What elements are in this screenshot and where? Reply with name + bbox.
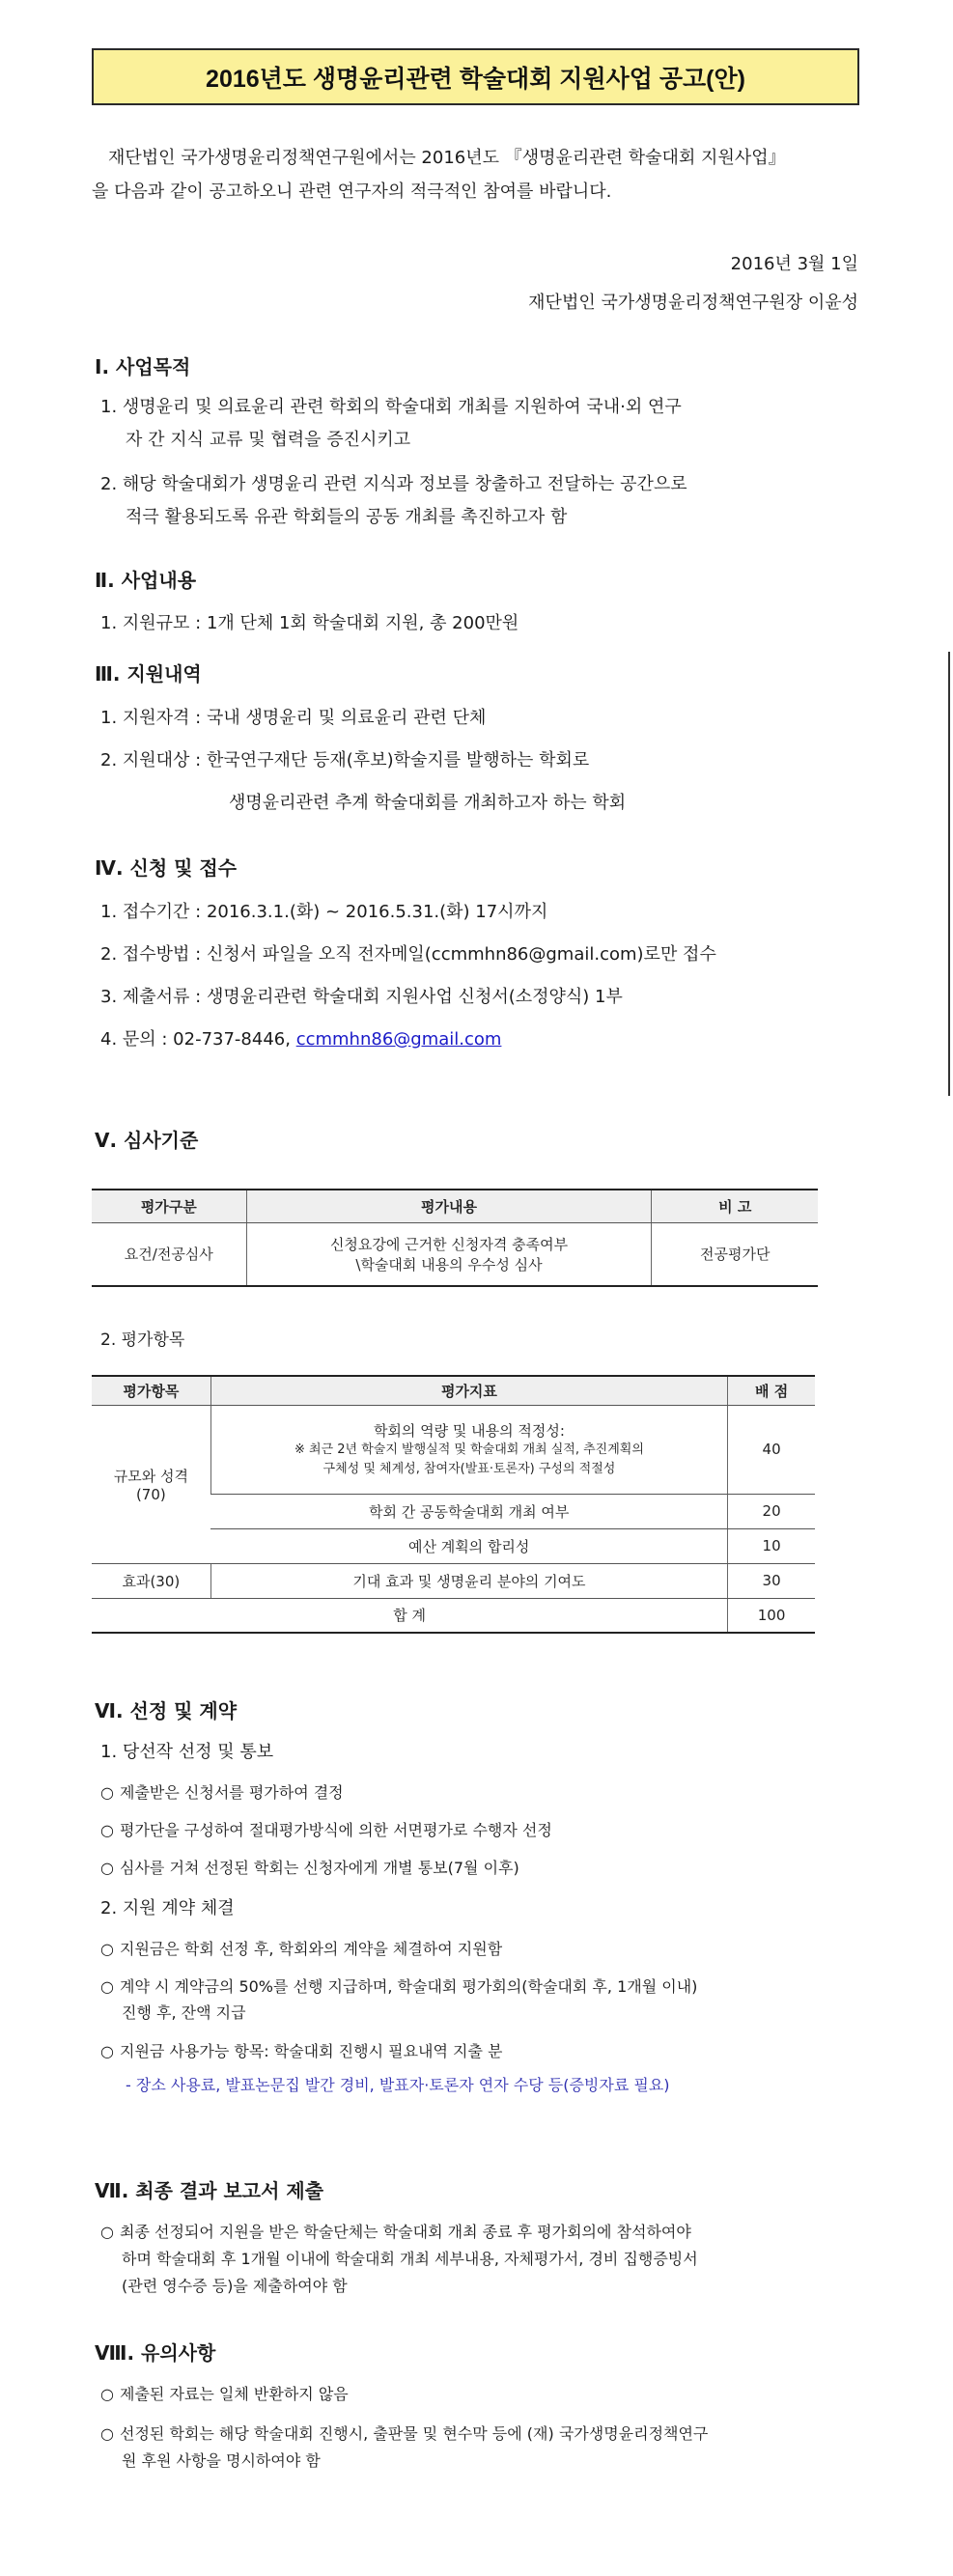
section-2-item-1: 1. 지원규모 : 1개 단체 1회 학술대회 지원, 총 200만원 [100, 613, 519, 633]
bullet-symbol: ○ [100, 1783, 114, 1802]
table-cell: 전공평가단 [652, 1222, 818, 1286]
section-6-bullet-3 [100, 1857, 519, 1880]
table-cell-line: 구체성 및 체계성, 참여자(발표·토론자) 구성의 적절성 [322, 1461, 616, 1476]
section-2-heading: Ⅱ. 사업내용 [95, 569, 197, 592]
section-7-bullet-1b: 하며 학술대회 후 1개월 이내에 학술대회 개최 세부내용, 자체평가서, 경비 집행증빙서 [122, 2250, 698, 2268]
table-cell: 40 [728, 1405, 815, 1494]
section-6-sub-1: 1. 당선작 선정 및 통보 [100, 1742, 274, 1762]
bullet-symbol: ○ [100, 2385, 114, 2403]
table-header-cell: 평가항목 [92, 1376, 210, 1405]
section-8-bullet-1 [100, 2383, 349, 2406]
section-8-bullet-2a [100, 2422, 708, 2446]
table-cell: 학회 간 공동학술대회 개최 여부 [210, 1494, 727, 1528]
table-header-cell: 배 점 [728, 1376, 815, 1405]
table-cell: 예산 계획의 합리성 [210, 1528, 727, 1563]
table-cell [210, 1405, 727, 1494]
section-6-bullet-5a [100, 1975, 697, 1999]
review-criteria-table [92, 1189, 818, 1287]
section-8-bullet-2b: 원 후원 사항을 명시하여야 함 [122, 2451, 321, 2470]
section-7-bullet-1c: (관련 영수증 등)을 제출하여야 함 [122, 2277, 348, 2295]
table-cell-line: 규모와 성격 [113, 1467, 188, 1485]
table-header-row [92, 1376, 815, 1405]
announcement-date: 2016년 3월 1일 [730, 254, 858, 274]
table-row [92, 1563, 815, 1598]
table-cell: 10 [728, 1528, 815, 1563]
section-6-sub-2: 2. 지원 계약 체결 [100, 1898, 235, 1918]
table-cell-line: \학술대회 내용의 우수성 심사 [355, 1255, 543, 1274]
section-1-item-1a: 1. 생명윤리 및 의료윤리 관련 학회의 학술대회 개최를 지원하여 국내·외 연구 [100, 397, 682, 417]
section-6-bullet-4 [100, 1938, 502, 1961]
section-6-bullet-6-detail: - 장소 사용료, 발표논문집 발간 경비, 발표자·토론자 연자 수당 등(증빙자료 필요) [126, 2076, 670, 2094]
bullet-symbol: ○ [100, 1977, 114, 1996]
bullet-text: 심사를 거쳐 선정된 학회는 신청자에게 개별 통보(7월 이후) [120, 1859, 519, 1877]
bullet-symbol: ○ [100, 1940, 114, 1958]
section-4-item-3: 3. 제출서류 : 생명윤리관련 학술대회 지원사업 신청서(소정양식) 1부 [100, 987, 623, 1007]
bullet-text: 선정된 학회는 해당 학술대회 진행시, 출판물 및 현수막 등에 (재) 국가생명윤리정책연구 [120, 2424, 709, 2443]
section-4-item-1: 1. 접수기간 : 2016.3.1.(화) ~ 2016.5.31.(화) 17시까지 [100, 902, 548, 922]
contact-phone: 4. 문의 : 02-737-8446, [100, 1029, 296, 1050]
bullet-text: 지원금 사용가능 항목: 학술대회 진행시 필요내역 지출 분 [120, 2042, 503, 2060]
section-4-item-2: 2. 접수방법 : 신청서 파일을 오직 전자메일(ccmmhn86@gmail.com)로만 접수 [100, 944, 716, 965]
bullet-text: 최종 선정되어 지원을 받은 학술단체는 학술대회 개최 종료 후 평가회의에 참석하여야 [120, 2223, 691, 2241]
table-header-cell: 비 고 [652, 1190, 818, 1222]
bullet-symbol: ○ [100, 2223, 114, 2241]
section-1-heading: Ⅰ. 사업목적 [95, 355, 191, 378]
bullet-symbol: ○ [100, 1859, 114, 1877]
table-header-cell: 평가지표 [210, 1376, 727, 1405]
evaluation-items-subheading: 2. 평가항목 [100, 1330, 185, 1350]
table-header-cell: 평가내용 [246, 1190, 652, 1222]
table-row [92, 1405, 815, 1494]
table-cell-line: ※ 최근 2년 학술지 발행실적 및 학술대회 개최 실적, 추진계획의 [294, 1442, 644, 1457]
section-6-bullet-2 [100, 1819, 552, 1842]
table-cell [246, 1222, 652, 1286]
section-3-item-2a: 2. 지원대상 : 한국연구재단 등재(후보)학술지를 발행하는 학회로 [100, 750, 590, 770]
section-6-bullet-1 [100, 1781, 344, 1805]
section-8-heading: Ⅷ. 유의사항 [95, 2341, 216, 2365]
table-total-row [92, 1598, 815, 1633]
evaluation-items-table [92, 1375, 815, 1634]
section-6-bullet-6 [100, 2040, 502, 2063]
bullet-text: 계약 시 계약금의 50%를 선행 지급하며, 학술대회 평가회의(학술대회 후, 1개월 이내) [120, 1977, 698, 1996]
section-3-item-2b: 생명윤리관련 추계 학술대회를 개최하고자 하는 학회 [229, 793, 627, 813]
table-cell-line: 학회의 역량 및 내용의 적정성: [373, 1421, 565, 1440]
section-4-heading: Ⅳ. 신청 및 접수 [95, 856, 238, 880]
table-cell: 요건/전공심사 [92, 1222, 246, 1286]
document-title: 2016년도 생명윤리관련 학술대회 지원사업 공고(안) [92, 48, 859, 105]
intro-line-1: 재단법인 국가생명윤리정책연구원에서는 2016년도 『생명윤리관련 학술대회 지원사업』 [108, 148, 786, 168]
table-cell-line: (70) [135, 1485, 166, 1503]
table-cell: 30 [728, 1563, 815, 1598]
table-cell [92, 1405, 210, 1563]
table-cell: 효과(30) [92, 1563, 210, 1598]
section-3-item-1: 1. 지원자격 : 국내 생명윤리 및 의료윤리 관련 단체 [100, 708, 487, 728]
bullet-symbol: ○ [100, 2042, 114, 2060]
section-1-item-2a: 2. 해당 학술대회가 생명윤리 관련 지식과 정보를 창출하고 전달하는 공간으로 [100, 474, 687, 494]
section-3-heading: Ⅲ. 지원내역 [95, 662, 202, 686]
table-cell: 100 [728, 1598, 815, 1633]
contact-email-link[interactable]: ccmmhn86@gmail.com [295, 1029, 502, 1050]
bullet-symbol: ○ [100, 2424, 114, 2443]
section-5-heading: Ⅴ. 심사기준 [95, 1129, 199, 1152]
issuer: 재단법인 국가생명윤리정책연구원장 이윤성 [528, 293, 858, 313]
section-1-item-2b: 적극 활용되도록 유관 학회들의 공동 개최를 촉진하고자 함 [126, 507, 568, 527]
bullet-text: 제출된 자료는 일체 반환하지 않음 [120, 2385, 349, 2403]
bullet-text: 평가단을 구성하여 절대평가방식에 의한 서면평가로 수행자 선정 [120, 1821, 552, 1839]
section-6-heading: Ⅵ. 선정 및 계약 [95, 1699, 238, 1722]
section-4-item-4 [100, 1026, 501, 1053]
bullet-symbol: ○ [100, 1821, 114, 1839]
bullet-text: 지원금은 학회 선정 후, 학회와의 계약을 체결하여 지원함 [120, 1940, 503, 1958]
table-cell: 기대 효과 및 생명윤리 분야의 기여도 [210, 1563, 727, 1598]
page-edge-line [948, 652, 950, 1096]
section-7-bullet-1a [100, 2221, 691, 2244]
table-cell-line: 신청요강에 근거한 신청자격 충족여부 [329, 1235, 569, 1253]
table-header-row [92, 1190, 818, 1222]
table-header-cell: 평가구분 [92, 1190, 246, 1222]
intro-line-2: 을 다음과 같이 공고하오니 관련 연구자의 적극적인 참여를 바랍니다. [92, 182, 612, 202]
section-7-heading: Ⅶ. 최종 결과 보고서 제출 [95, 2179, 324, 2202]
bullet-text: 제출받은 신청서를 평가하여 결정 [120, 1783, 344, 1802]
section-1-item-1b: 자 간 지식 교류 및 협력을 증진시키고 [126, 430, 411, 450]
section-6-bullet-5b: 진행 후, 잔액 지급 [122, 2003, 246, 2022]
table-row [92, 1222, 818, 1286]
table-cell: 20 [728, 1494, 815, 1528]
table-cell: 합 계 [92, 1598, 728, 1633]
